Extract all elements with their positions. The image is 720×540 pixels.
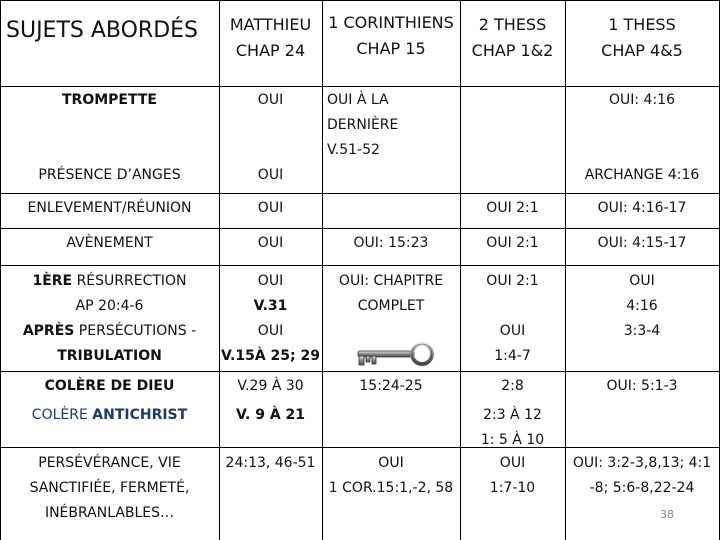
cell-text: OUI (499, 455, 526, 471)
row-label-line (32, 403, 187, 428)
header-2thess-line2: CHAP 1&2 (471, 41, 554, 60)
cell-text: COMPLET (357, 298, 425, 314)
cell-resurrection-2thess (460, 269, 565, 369)
grid-line (0, 86, 720, 87)
header-matthieu-line1: MATTHIEU (229, 15, 312, 34)
cell-text: 1: 5 À 10 (480, 432, 545, 448)
row-label-antichrist: ANTICHRIST (92, 407, 188, 423)
cell-text: 1:4-7 (494, 348, 531, 364)
row-label-perseverance (0, 451, 219, 526)
cell-text: 1:7-10 (489, 480, 536, 496)
key-icon (354, 340, 434, 370)
cell-text: OUI: 3:2-3,8,13; 4:1 (572, 455, 712, 471)
cell-perseverance-1thess (565, 451, 719, 501)
row-label-text: INÉBRANLABLES… (44, 505, 175, 521)
cell-text: DERNIÈRE (327, 117, 399, 133)
cell-text: V.51-52 (327, 142, 380, 158)
cell-text: 2:3 À 12 (483, 407, 542, 423)
cell-avenement-corinthiens (322, 231, 460, 256)
cell-text: V.15À 25; 29 (221, 348, 320, 364)
cell-text: OUI: 4:16-17 (597, 200, 687, 216)
grid-line (0, 228, 720, 229)
row-label-trompette (0, 88, 219, 113)
cell-trompette-matthieu (219, 88, 322, 113)
cell-text: OUI (257, 273, 284, 289)
grid-line (0, 193, 720, 194)
row-label-line (23, 319, 196, 344)
cell-text: OUI 2:1 (486, 273, 539, 289)
cell-colere-corinthiens (322, 374, 460, 399)
row-label-bold: TRIBULATION (57, 348, 162, 364)
header-1thess-line2: CHAP 4&5 (601, 41, 683, 60)
row-label-text: SANCTIFIÉE, FERMETÉ, (29, 480, 190, 496)
cell-text: OUI (378, 455, 404, 471)
header-corinthiens (322, 10, 460, 62)
cell-colere-1thess (565, 374, 719, 399)
row-label-text: TROMPETTE (62, 92, 157, 108)
row-label-bold: APRÈS (22, 323, 75, 339)
cell-text: OUI (257, 323, 284, 339)
row-label-text: PERSÉVÉRANCE, VIE (38, 455, 181, 471)
cell-resurrection-matthieu (219, 269, 322, 369)
cell-text: OUI (257, 167, 284, 183)
slide-number: 38 (660, 508, 674, 521)
cell-text: -8; 5:6-8,22-24 (589, 480, 695, 496)
grid-line (0, 447, 720, 448)
row-label-text: RÉSURRECTION (72, 273, 187, 289)
header-matthieu (219, 12, 322, 64)
cell-enlevement-1thess (565, 196, 719, 221)
row-label-colere (0, 374, 219, 428)
cell-text: OUI: 15:23 (353, 235, 429, 251)
row-label-text: ENLEVEMENT/RÉUNION (27, 200, 192, 216)
cell-text: OUI (499, 323, 526, 339)
row-label-text: PERSÉCUTIONS - (74, 323, 197, 339)
header-2thess (460, 12, 565, 64)
cell-perseverance-2thess (460, 451, 565, 501)
cell-resurrection-corinthiens (322, 269, 460, 319)
cell-colere-2thess (460, 374, 565, 453)
cell-text: 4:16 (626, 298, 658, 314)
grid-line (0, 265, 720, 266)
header-1thess (565, 12, 719, 64)
cell-colere-matthieu (219, 374, 322, 428)
cell-perseverance-matthieu (219, 451, 322, 476)
cell-avenement-matthieu (219, 231, 322, 256)
cell-text: OUI (629, 273, 655, 289)
cell-text: V.29 À 30 (237, 378, 304, 394)
cell-anges-matthieu (219, 163, 322, 188)
cell-text: OUI: 4:16 (608, 92, 675, 108)
row-label-text: AP 20:4-6 (75, 298, 144, 314)
cell-text: V.31 (253, 298, 288, 314)
cell-text: 24:13, 46-51 (225, 455, 316, 471)
cell-enlevement-matthieu (219, 196, 322, 221)
cell-text: OUI 2:1 (486, 200, 539, 216)
cell-text: OUI: 4:15-17 (597, 235, 687, 251)
cell-trompette-corinthiens (327, 88, 460, 163)
cell-perseverance-corinthiens (322, 451, 460, 501)
header-subjects-label: SUJETS ABORDÉS (6, 18, 199, 43)
grid-line (0, 371, 720, 372)
cell-avenement-1thess (565, 231, 719, 256)
header-1thess-line1: 1 THESS (608, 15, 676, 34)
cell-avenement-2thess (460, 231, 565, 256)
cell-trompette-1thess (565, 88, 719, 113)
cell-text: OUI: 5:1-3 (606, 378, 678, 394)
header-corinthiens-line2: CHAP 15 (356, 39, 426, 58)
row-label-line (32, 269, 186, 294)
row-label-resurrection (0, 269, 219, 369)
row-label-text: AVÈNEMENT (66, 235, 153, 251)
row-label-text: COLÈRE (31, 407, 93, 423)
row-label-text: PRÉSENCE D’ANGES (38, 167, 181, 183)
cell-text: 1 COR.15:1,-2, 58 (328, 480, 454, 496)
cell-text: ARCHANGE 4:16 (584, 167, 700, 183)
cell-text: OUI 2:1 (486, 235, 539, 251)
row-label-anges (0, 163, 219, 188)
row-label-bold: 1ÈRE (32, 273, 73, 289)
header-corinthiens-line1: 1 CORINTHIENS (328, 13, 454, 32)
cell-enlevement-2thess (460, 196, 565, 221)
cell-text: OUI: CHAPITRE (338, 273, 444, 289)
cell-text: OUI À LA (327, 92, 389, 108)
cell-text: OUI (257, 92, 284, 108)
row-label-enlevement (0, 196, 219, 221)
cell-anges-1thess (565, 163, 719, 188)
cell-text: OUI (257, 200, 284, 216)
cell-text: OUI (257, 235, 284, 251)
cell-text: 2:8 (501, 378, 524, 394)
header-matthieu-line2: CHAP 24 (235, 41, 306, 60)
row-label-avenement (0, 231, 219, 256)
cell-resurrection-1thess (565, 269, 719, 344)
cell-text: V. 9 À 21 (235, 407, 306, 423)
row-label-bold: COLÈRE DE DIEU (44, 378, 175, 394)
header-2thess-line1: 2 THESS (478, 15, 547, 34)
cell-text: 15:24-25 (359, 378, 423, 394)
cell-spacer (510, 294, 514, 319)
header-subjects (6, 16, 218, 46)
grid-line (0, 0, 720, 1)
cell-text: 3:3-4 (623, 323, 661, 339)
